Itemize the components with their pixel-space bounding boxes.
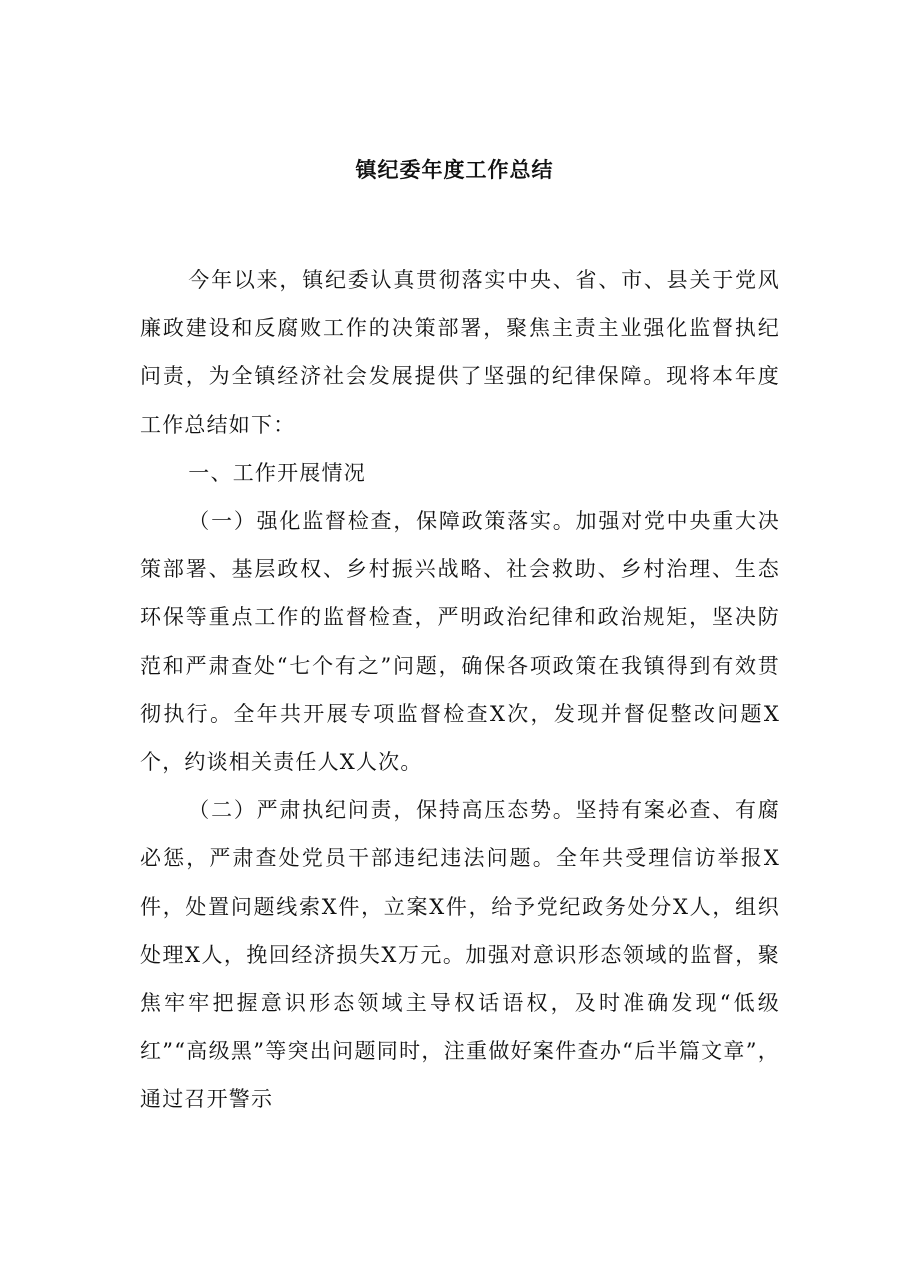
intro-paragraph: 今年以来，镇纪委认真贯彻落实中央、省、市、县关于党风廉政建设和反腐败工作的决策部署，聚焦主责主业强化监督执纪问责，为全镇经济社会发展提供了坚强的纪律保障。现将本年度工作总结如下： bbox=[140, 268, 780, 437]
section-heading: 一、工作开展情况 bbox=[188, 460, 366, 485]
document-body bbox=[140, 256, 780, 1124]
document-title: 镇纪委年度工作总结 bbox=[355, 157, 554, 182]
subsection-paragraph-1: （一）强化监督检查，保障政策落实。加强对党中央重大决策部署、基层政权、乡村振兴战略、社会救助、乡村治理、生态环保等重点工作的监督检查，严明政治纪律和政治规矩，坚决防范和严肃查处“七个有之”问题，确保各项政策在我镇得到有效贯彻执行。全年共开展专项监督检查X次，发现并督促整改问题X个，约谈相关责任人X人次。 bbox=[140, 509, 780, 775]
subsection-paragraph-2: （二）严肃执纪问责，保持高压态势。坚持有案必查、有腐必惩，严肃查处党员干部违纪违法问题。全年共受理信访举报X件，处置问题线索X件，立案X件，给予党纪政务处分X人，组织处理X人，挽回经济损失X万元。加强对意识形态领域的监督，聚焦牢牢把握意识形态领域主导权话语权，及时准确发现“低级红”“高级黑”等突出问题同时，注重做好案件查办“后半篇文章”，通过召开警示 bbox=[140, 798, 780, 1112]
